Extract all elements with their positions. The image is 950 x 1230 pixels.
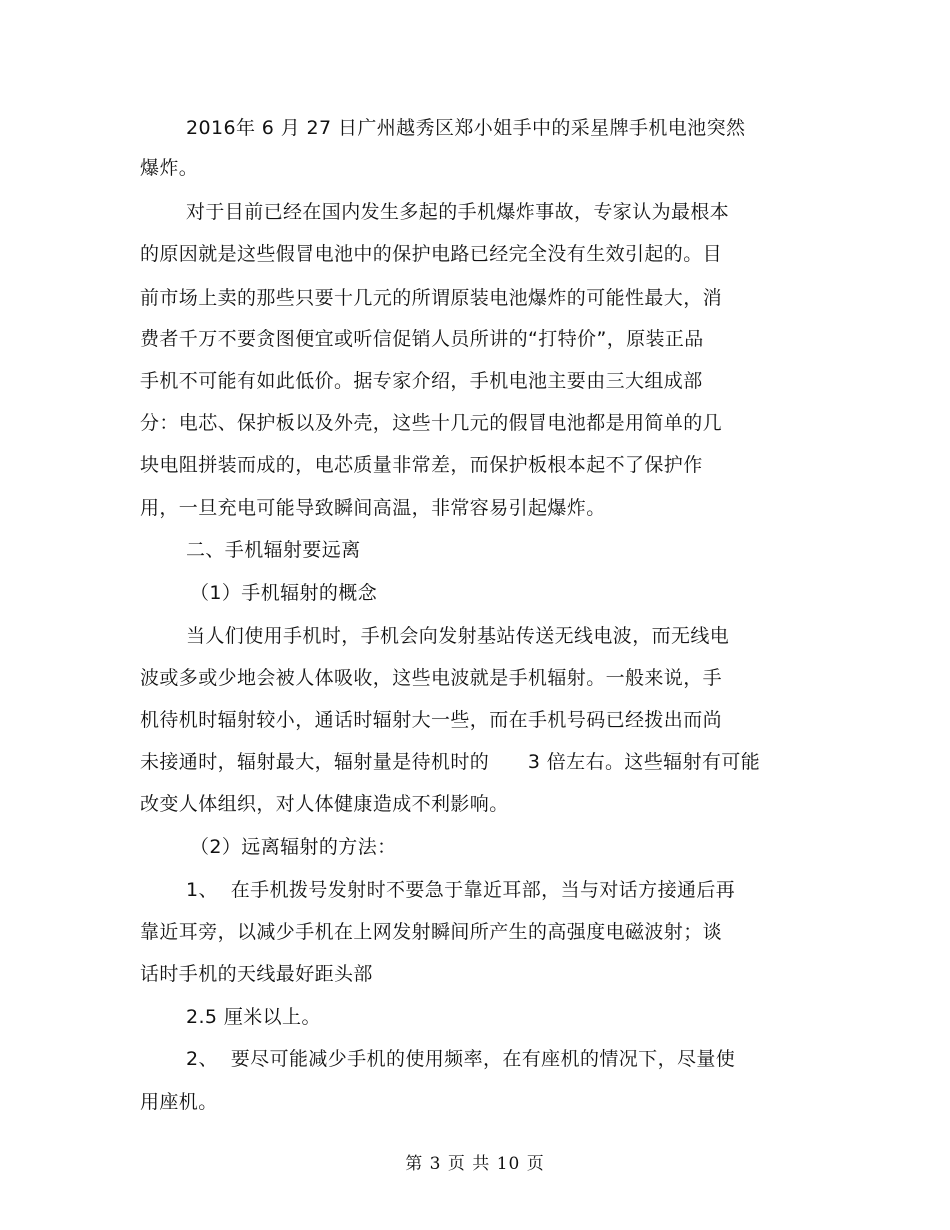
text-line: 未接通时，辐射最大，辐射量是待机时的 3 倍左右。这些辐射有可能 xyxy=(140,751,761,773)
text-line: 当人们使用手机时，手机会向发射基站传送无线电波，而无线电 xyxy=(186,625,730,647)
text-line: 机待机时辐射较小，通话时辐射大一些，而在手机号码已经拨出而尚 xyxy=(140,709,723,731)
text-line: 对于目前已经在国内发生多起的手机爆炸事故，专家认为最根本 xyxy=(186,201,730,223)
section-heading: 二、手机辐射要远离 xyxy=(186,539,361,561)
page-footer: 第 3 页 共 10 页 xyxy=(405,1154,545,1174)
text-line: 话时手机的天线最好距头部 xyxy=(140,963,373,985)
text-line: 的原因就是这些假冒电池中的保护电路已经完全没有生效引起的。目 xyxy=(140,243,723,265)
text-line: 波或多或少地会被人体吸收，这些电波就是手机辐射。一般来说，手 xyxy=(140,667,723,689)
text-line: 2016年 6 月 27 日广州越秀区郑小姐手中的采星牌手机电池突然 xyxy=(186,117,746,139)
text-line: 爆炸。 xyxy=(140,157,199,179)
text-line: 用座机。 xyxy=(140,1091,218,1113)
subsection-heading: （2）远离辐射的方法： xyxy=(190,836,397,858)
list-item-line: 1、 在手机拨号发射时不要急于靠近耳部，当与对话方接通后再 xyxy=(186,879,736,901)
subsection-heading: （1）手机辐射的概念 xyxy=(190,582,378,604)
text-line: 用，一旦充电可能导致瞬间高温，非常容易引起爆炸。 xyxy=(140,497,606,519)
text-line: 2.5 厘米以上。 xyxy=(186,1006,321,1028)
text-line: 费者千万不要贪图便宜或听信促销人员所讲的“打特价”，原装正品 xyxy=(140,328,704,350)
text-line: 前市场上卖的那些只要十几元的所谓原装电池爆炸的可能性最大，消 xyxy=(140,287,723,309)
text-line: 改变人体组织，对人体健康造成不利影响。 xyxy=(140,793,509,815)
list-item-line: 2、 要尽可能减少手机的使用频率，在有座机的情况下，尽量使 xyxy=(186,1048,736,1070)
text-line: 靠近耳旁，以减少手机在上网发射瞬间所产生的高强度电磁波射；谈 xyxy=(140,921,723,943)
text-line: 分：电芯、保护板以及外壳，这些十几元的假冒电池都是用简单的几 xyxy=(140,412,723,434)
text-line: 块电阻拼装而成的，电芯质量非常差，而保护板根本起不了保护作 xyxy=(140,454,703,476)
text-line: 手机不可能有如此低价。据专家介绍，手机电池主要由三大组成部 xyxy=(140,370,703,392)
